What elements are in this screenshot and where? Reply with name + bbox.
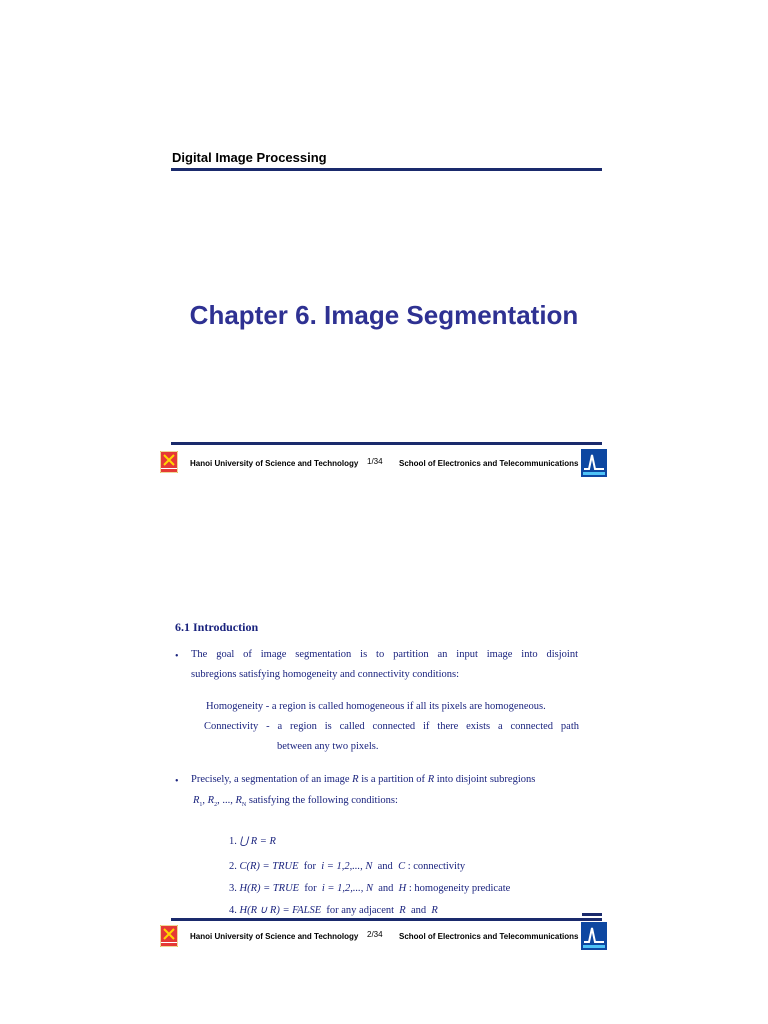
condition-4: 4. H(R ∪ R) = FALSE for any adjacent R and R (229, 905, 438, 916)
chapter-title: Chapter 6. Image Segmentation (189, 300, 579, 330)
header-rule (171, 168, 602, 171)
condition-3: 3. H(R) = TRUE for i = 1,2,..., N and H : homogeneity predicate (229, 883, 511, 894)
bullet-marker: • (175, 776, 179, 787)
school-logo-icon (581, 922, 607, 950)
page-number: 1/34 (367, 457, 383, 466)
condition-1: 1. ⋃ R = R (229, 836, 276, 847)
footer-rule-2 (171, 918, 602, 921)
condition-2: 2. C(R) = TRUE for i = 1,2,..., N and C : connectivity (229, 861, 466, 872)
paragraph2-line1: Precisely, a segmentation of an image R is a partition of R into disjoint subregions (191, 774, 536, 785)
page-number: 2/34 (367, 930, 383, 939)
paragraph2-line2: $R_1$, $R_2$, ..., $R_N$ satisfying the following conditions: (193, 795, 398, 809)
header-title: Digital Image Processing (172, 150, 327, 165)
connectivity-definition-line1: Connectivity - a region is called connected if there exists a connected path (204, 721, 579, 732)
paragraph1-line1: The goal of image segmentation is to partition an input image into disjoint (191, 649, 578, 660)
connectivity-definition-line2: between any two pixels. (277, 741, 379, 752)
university-logo-icon (160, 451, 178, 473)
bullet-marker: • (175, 651, 179, 662)
section-title: 6.1 Introduction (175, 620, 259, 634)
footer-school: School of Electronics and Telecommunications (399, 459, 579, 468)
corner-mark (582, 913, 602, 916)
school-logo-icon (581, 449, 607, 477)
paragraph1-line2: subregions satisfying homogeneity and connectivity conditions: (191, 669, 460, 680)
homogeneity-definition: Homogeneity - a region is called homogeneous if all its pixels are homogeneous. (206, 701, 546, 712)
footer-university: Hanoi University of Science and Technology (190, 932, 359, 941)
footer-school: School of Electronics and Telecommunications (399, 932, 579, 941)
university-logo-icon (160, 925, 178, 947)
footer-university: Hanoi University of Science and Technology (190, 459, 359, 468)
footer-rule-1 (171, 442, 602, 445)
